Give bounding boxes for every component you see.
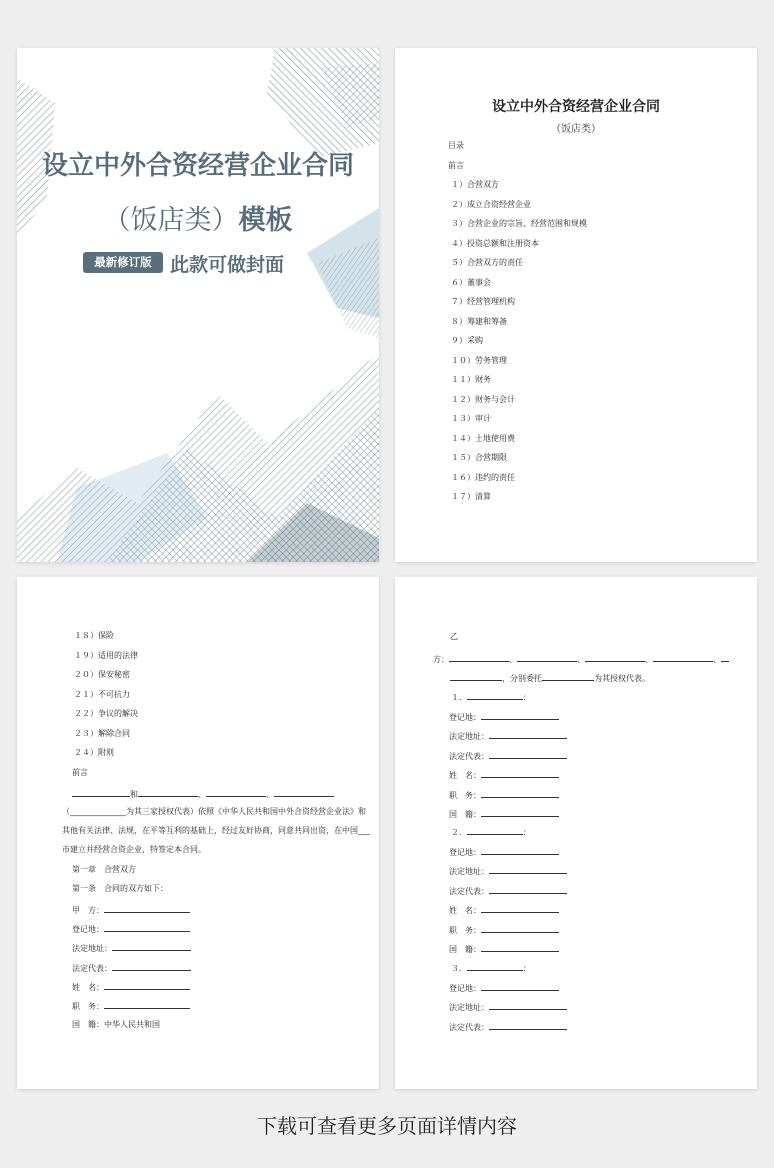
toc-item: ７）经营管理机构 [451,297,515,306]
legal-address-field-label: 法定地址： [449,732,489,741]
contract-page-4 [395,577,757,1089]
position-field [449,789,559,801]
reg-place-field [72,923,190,935]
position-label: 职 务： [72,1002,104,1011]
preamble-and: 和 [130,790,138,799]
name-field [72,981,190,993]
footer-caption: 下载可查看更多页面详情内容 [257,1114,517,1138]
toc-item: ８）筹建和筹备 [451,316,507,326]
nationality-field [449,943,559,955]
legal-address-field [449,865,567,877]
toc-item: ２１）不可抗力 [74,689,130,699]
toc-item: １１）财务 [451,375,491,384]
legal-address-field-label: 法定地址： [449,1003,489,1012]
reg-place-field-label: 登记地： [449,983,481,993]
toc-item: ２２）争议的解决 [74,709,138,718]
legal-rep-field [449,750,567,762]
preamble-line-3: 其他有关法律、法规，在平等互利的基础上，经过友好协商，同意共同出资，在中国___ [62,826,370,835]
cover-subtitle [17,198,379,237]
legal-address-field [449,1001,567,1013]
position-field [449,924,559,936]
toc-item: １６）违约的责任 [451,472,515,482]
nationality-field-label: 国 籍： [449,810,481,819]
toc-item: １０）劳务管理 [451,355,507,365]
representative-number-label: ２． [451,828,467,837]
reg-place-field [449,846,559,858]
representative-number-label: １． [451,693,467,702]
document-title: 设立中外合资经营企业合同 [492,99,660,115]
preamble-line-2: （______________为其三家授权代表）依照《中华人民共和国中外合资经营企业法》和 [62,807,366,816]
legal-rep-label: 法定代表： [72,964,112,973]
party-a-label: 甲 方： [72,906,104,915]
position-field [72,1000,190,1012]
representative-number: ３． ： [451,964,531,973]
preamble-heading: 前言 [72,767,88,777]
name-field [449,904,559,916]
name-field-label: 姓 名： [449,906,481,915]
toc-page [395,48,757,562]
position-field-label: 职 务： [449,925,481,935]
toc-item: ２４）附则 [74,748,114,757]
cover-note: 此款可做封面 [170,254,285,276]
reg-place-field [449,982,559,994]
toc-item: ２）成立合资经营企业 [451,199,531,209]
position-field-label: 职 务： [449,790,481,800]
legal-rep-field [72,962,191,974]
nationality-field [449,808,559,820]
toc-item: １）合营双方 [451,180,499,189]
toc-item: ６）董事会 [451,277,491,287]
cover-page [17,48,379,562]
representative-number: １． ： [451,693,531,702]
entrust-line [450,672,650,684]
toc-item: １４）土地使用费 [451,433,515,443]
preamble-line-4: 市建立并经营合资企业，特签定本合同。 [62,845,206,854]
nationality-field: 国 籍：中华人民共和国 [72,1020,160,1029]
name-field [449,769,559,781]
legal-address-field-label: 法定地址： [449,867,489,876]
toc-item: １９）适用的法律 [74,650,138,660]
reg-place-label: 登记地： [72,925,104,934]
toc-item: 目录 [448,141,464,150]
toc-item: ２３）解除合同 [74,728,130,738]
cover-subtitle-suffix: 模板 [238,205,293,236]
legal-address-label: 法定地址： [72,944,112,953]
toc-item: ２０）保安秘密 [74,670,130,679]
legal-rep-field-label: 法定代表： [449,1022,489,1032]
contract-page-3 [17,577,379,1089]
nationality-field-label: 国 籍： [449,945,481,954]
toc-item: ３）合营企业的宗旨、经营范围和规模 [451,219,587,228]
chapter-heading: 第一章 合营双方 [72,865,136,874]
revision-badge: 最新修订版 [83,252,163,273]
legal-rep-field [449,885,567,897]
reg-place-field-label: 登记地： [449,712,481,722]
representative-number: ２． ： [451,828,531,837]
toc-item: １３）审计 [451,414,491,423]
document-subtitle: （饭店类） [551,124,601,135]
toc-item: 前言 [448,160,464,170]
preamble-line-1: 和 、 、 [72,788,334,800]
toc-item: １７）清算 [451,492,491,501]
party-b-label: 乙 [450,632,458,641]
legal-rep-field [449,1021,567,1033]
toc-item: ９）采购 [451,336,483,345]
legal-rep-field-label: 法定代表： [449,886,489,896]
party-b-parties-line: 方： 、 、 、 、 [433,653,729,665]
toc-item: １８）保险 [74,631,114,640]
legal-rep-field-label: 法定代表： [449,751,489,761]
name-label: 姓 名： [72,983,104,992]
cover-subtitle-category: （饭店类） [103,205,239,236]
as-rep-text: 为其授权代表。 [594,674,650,683]
cover-title: 设立中外合资经营企业合同 [41,151,354,181]
toc-item: １２）财务与会计 [451,394,515,404]
toc-item: １５）合营期限 [451,453,507,462]
name-field-label: 姓 名： [449,771,481,780]
representative-number-label: ３． [451,964,467,973]
article-heading: 第一条 合同的双方如下： [72,884,168,893]
party-b-fang: 方： [433,655,449,664]
entrust-text: ，分别委托 [502,674,542,683]
legal-address-field [449,730,567,742]
toc-item: ４）投资总额和注册资本 [451,238,539,248]
reg-place-field [449,711,559,723]
legal-address-field [72,942,191,954]
cover-geometric-decoration [17,48,379,562]
toc-item: ５）合营双方的责任 [451,258,523,267]
reg-place-field-label: 登记地： [449,847,481,857]
party-a-field [72,904,190,916]
